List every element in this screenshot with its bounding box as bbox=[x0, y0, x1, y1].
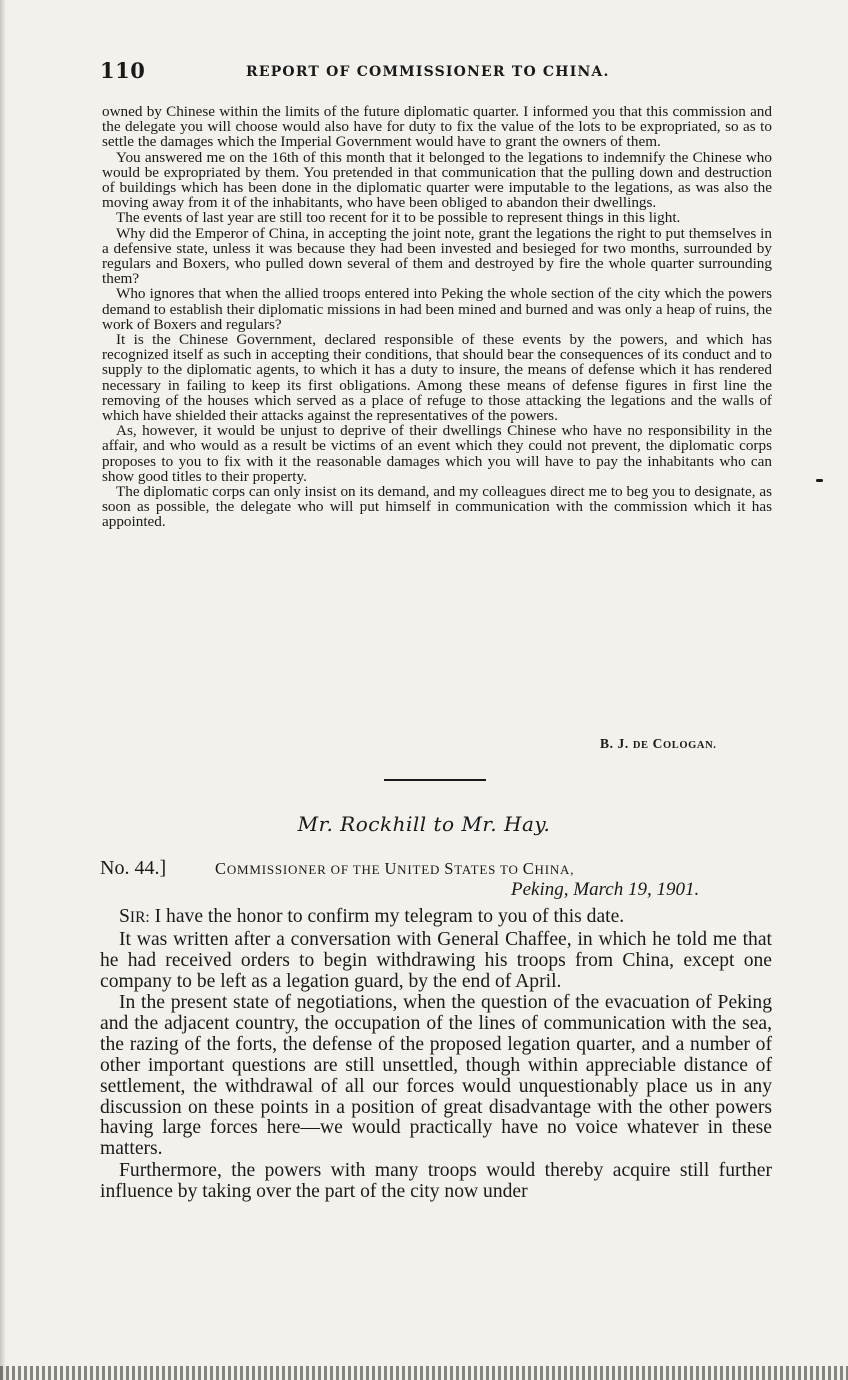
paragraph: It is the Chinese Government, declared responsible of these events by the powers, and which has recognized itself as such in accepting their conditions, that should bear the consequences of its conduct and to supply to the diplomatic agents, to which it has a duty to insure, the means of defense which it has rendered necessary in failing to keep its first obligations. Among these means of defense figures in first line the removing of the houses which served as a place of refuge to those attacking the legations and the walls of which have shielded their attacks against the representatives of the powers. bbox=[102, 331, 772, 425]
letter-rockhill-body bbox=[100, 907, 772, 1204]
section-heading: Mr. Rockhill to Mr. Hay. bbox=[297, 812, 551, 836]
signature-name-rest: OLOGAN. bbox=[663, 740, 717, 751]
paragraph: Furthermore, the powers with many troops would thereby acquire still further influence by taking over the part of the city now under bbox=[100, 1160, 772, 1202]
sender-rest: OMMISSIONER OF THE bbox=[226, 862, 385, 877]
scan-edge bbox=[0, 1366, 848, 1380]
signature-initials: B. J. bbox=[600, 736, 629, 751]
paragraph: The diplomatic corps can only insist on its demand, and my colleagues direct me to beg you to designate, as soon as possible, the delegate who will put himself in communication with the commission which it has appointed. bbox=[102, 483, 772, 531]
section-divider bbox=[384, 779, 486, 781]
salutation-cap: S bbox=[119, 906, 130, 927]
binding-shadow bbox=[0, 0, 6, 1380]
sender-title bbox=[215, 859, 574, 879]
ink-speck bbox=[816, 479, 823, 482]
signature-name-initial: C bbox=[652, 736, 664, 751]
sender-cap: C bbox=[522, 859, 535, 878]
letter-cologan-body bbox=[102, 104, 772, 530]
page-number: 110 bbox=[100, 58, 146, 83]
salutation-rest: IR: bbox=[129, 909, 150, 926]
paragraph: The events of last year are still too recent for it to be possible to represent things in this light. bbox=[116, 209, 681, 227]
salutation-paragraph bbox=[100, 907, 772, 929]
paragraph: It was written after a conversation with General Chaffee, in which he told me that he had received orders to begin withdrawing his troops from China, except one company to be left as a legation guard, by the end of April. bbox=[100, 928, 772, 992]
document-number: No. 44.] bbox=[100, 857, 167, 879]
signature-particle: DE bbox=[632, 740, 649, 751]
signature bbox=[600, 736, 717, 752]
place-date: Peking, March 19, 1901. bbox=[511, 879, 700, 900]
page-header bbox=[100, 58, 775, 88]
paragraph: In the present state of negotiations, when the question of the evacuation of Peking and the adjacent country, the occupation of the lines of communication with the sea, the razing of the forts, the defense of the proposed legation quarter, and a number of other important questions are still unsettled, though within appreciable distance of settlement, the withdrawal of all our forces would unquestionably place us in any discussion on these points in a position of great disadvantage with the other powers having large forces here—we would practically have no voice whatever in these matters. bbox=[100, 992, 772, 1160]
paragraph: Who ignores that when the allied troops entered into Peking the whole section of the city which the powers demand to establish their diplomatic missions in had been mined and burned and was only a heap of ruins, the work of Boxers and regulars? bbox=[102, 285, 772, 333]
sender-cap: U bbox=[384, 859, 398, 878]
sender-cap: C bbox=[215, 859, 227, 878]
sender-rest: HINA, bbox=[534, 862, 575, 877]
paragraph: owned by Chinese within the limits of the future diplomatic quarter. I informed you that this commission and the delegate you will choose would also have for duty to fix the value of the lots to be expropriated, so as to settle the damages which the Imperial Government would have to grant the owners of them. bbox=[102, 103, 772, 151]
paragraph: As, however, it would be unjust to deprive of their dwellings Chinese who have no responsibility in the affair, and who would as a result be victims of an event which they could not prevent, the diplomatic corps proposes to you to fix with it the reasonable damages which you will have to pay the inhabitants who can show good titles to their property. bbox=[102, 422, 772, 485]
sender-rest: TATES TO bbox=[454, 862, 523, 877]
sender-rest: NITED bbox=[397, 862, 445, 877]
paragraph: Why did the Emperor of China, in accepting the joint note, grant the legations the right to put themselves in a defensive state, unless it was because they had been invested and besieged for two months, surrounded by regulars and Boxers, who pulled down several of them and destroyed by fire the whole quarter surrounding them? bbox=[102, 224, 772, 288]
first-sentence: I have the honor to confirm my telegram to you of this date. bbox=[149, 906, 625, 927]
paragraph: You answered me on the 16th of this month that it belonged to the legations to indemnify the Chinese who would be expropriated by them. You pretended in that communication that the pulling down and destruction of buildings which has been done in the diplomatic quarter were imputable to the legations, as was also the moving away from it of the inhabitants, who have been obliged to abandon their dwellings. bbox=[102, 148, 772, 212]
sender-cap: S bbox=[444, 859, 455, 878]
running-head: REPORT OF COMMISSIONER TO CHINA. bbox=[246, 64, 610, 80]
